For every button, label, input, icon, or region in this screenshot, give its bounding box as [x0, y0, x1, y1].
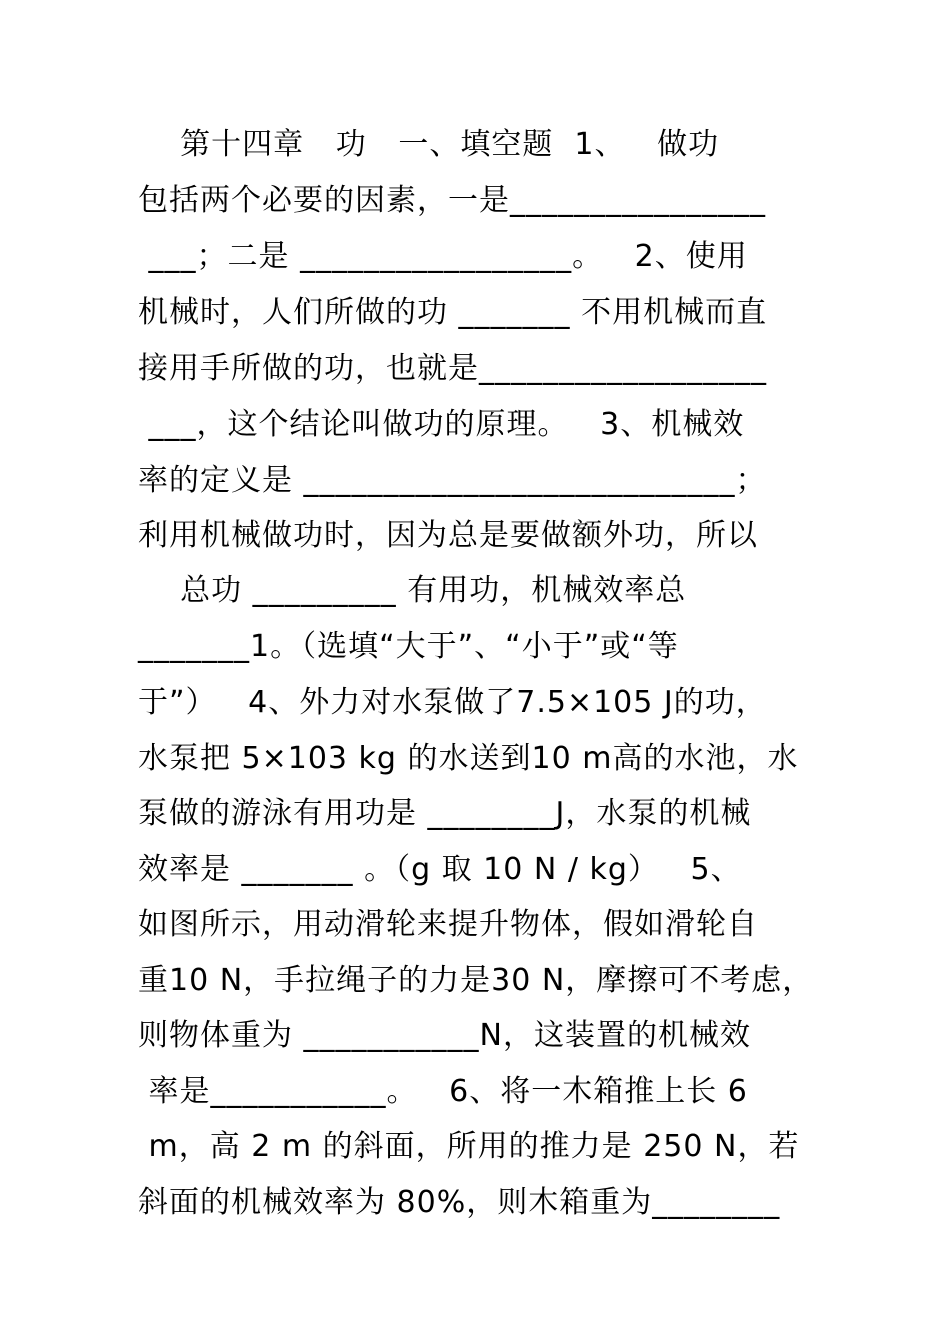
text-line: 泵做的游泳有用功是 ________J，水泵的机械: [138, 796, 752, 831]
text-line: 总功 _________ 有用功，机械效率总: [138, 573, 687, 608]
text-line: 效率是 _______ 。（g 取 10 N / kg） 5、: [138, 852, 742, 887]
text-line: 包括两个必要的因素，一是________________: [138, 183, 766, 218]
text-line: 第十四章 功 一、填空题 1、 做功: [138, 127, 720, 162]
text-line: 于”） 4、外力对水泵做了7.5×105 J的功，: [138, 685, 767, 720]
text-line: 水泵把 5×103 kg 的水送到10 m高的水池，水: [138, 741, 799, 776]
text-line: 则物体重为 ___________N，这装置的机械效: [138, 1018, 751, 1053]
text-line: 率的定义是 ___________________________；: [138, 463, 767, 498]
text-line: ___，这个结论叫做功的原理。 3、机械效: [138, 407, 745, 442]
text-line: 机械时，人们所做的功 _______ 不用机械而直: [138, 295, 768, 330]
text-line: 如图所示，用动滑轮来提升物体，假如滑轮自: [138, 907, 758, 942]
text-line: 重10 N，手拉绳子的力是30 N，摩擦可不考虑，: [138, 963, 814, 998]
text-line: _______1。（选填“大于”、“小于”或“等: [138, 629, 679, 664]
text-line: 利用机械做功时，因为总是要做额外功，所以: [138, 518, 758, 553]
text-line: 接用手所做的功，也就是__________________: [138, 351, 767, 386]
text-line: ___；二是 _________________。 2、使用: [138, 239, 748, 274]
text-line: 率是___________。 6、将一木箱推上长 6: [138, 1074, 748, 1109]
text-line: 斜面的机械效率为 80%，则木箱重为________: [138, 1185, 781, 1220]
text-line: m，高 2 m 的斜面，所用的推力是 250 N，若: [138, 1129, 800, 1164]
